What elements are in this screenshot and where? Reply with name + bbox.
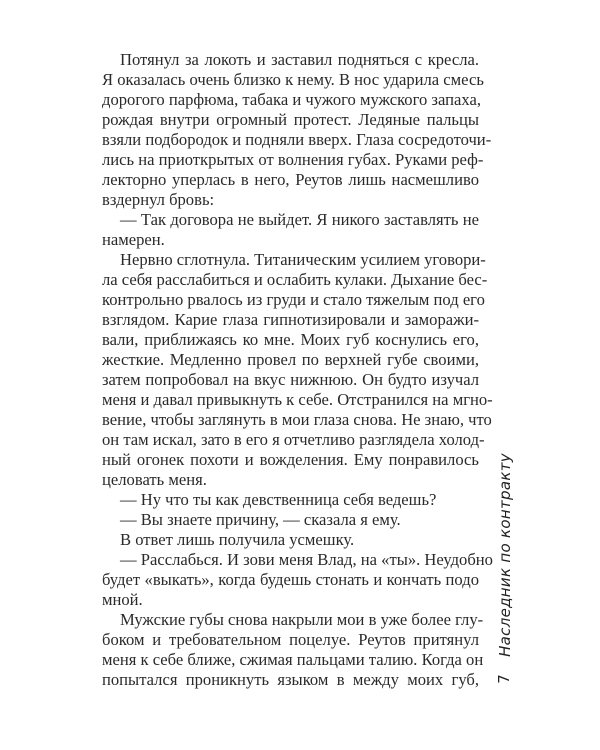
paragraph — [102, 50, 492, 210]
text-line: ный огонек похоти и вожделения. Ему понравилось — [102, 450, 479, 469]
paragraph — [102, 530, 479, 550]
text-line: — Вы знаете причину, — сказала я ему. — [120, 510, 401, 529]
paragraph — [102, 510, 479, 530]
text-line: взяли подбородок и подняли вверх. Глаза сосредоточи- — [102, 130, 492, 149]
text-line: целовать меня. — [102, 470, 207, 489]
text-line: — Ну что ты как девственница себя ведешь? — [120, 490, 437, 509]
text-line: Потянул за локоть и заставил подняться с кресла. — [120, 50, 479, 69]
running-title: Наследник по контракту — [496, 453, 514, 657]
text-line: ла себя расслабиться и ослабить кулаки. Дыхание бес- — [102, 270, 488, 289]
page-number: 7 — [494, 674, 513, 684]
text-line: меня к себе ближе, сжимая пальцами талию. Когда он — [102, 650, 484, 669]
text-line: контрольно рвалось из груди и стало тяжелым под его — [102, 290, 485, 309]
paragraph — [102, 550, 493, 610]
text-line: — Расслабься. И зови меня Влад, на «ты». Неудобно — [120, 550, 493, 569]
text-line: взглядом. Карие глаза гипнотизировали и заморажи- — [102, 310, 479, 329]
text-line: — Так договора не выйдет. Я никого заставлять не — [120, 210, 479, 229]
text-line: Нервно сглотнула. Титаническим усилием уговори- — [120, 250, 486, 269]
paragraph — [102, 490, 479, 510]
text-line: Я оказалась очень близко к нему. В нос ударила смесь — [102, 70, 484, 89]
paragraph — [102, 210, 479, 250]
text-line: В ответ лишь получила усмешку. — [120, 530, 355, 549]
text-line: вали, приближаясь ко мне. Моих губ коснулись его, — [102, 330, 479, 349]
text-line: попытался проникнуть языком в между моих губ, — [102, 670, 479, 689]
text-line: затем попробовал на вкус нижнюю. Он будто изучал — [102, 370, 479, 389]
text-line: мной. — [102, 590, 143, 609]
body-text — [102, 50, 493, 690]
text-line: дорогого парфюма, табака и чужого мужского запаха, — [102, 90, 481, 109]
text-line: жесткие. Медленно провел по верхней губе своими, — [102, 350, 479, 369]
text-line: Мужские губы снова накрыли мои в уже более глу- — [120, 610, 484, 629]
text-line: рождая внутри огромный протест. Ледяные пальцы — [102, 110, 479, 129]
paragraph — [102, 250, 493, 490]
text-line: намерен. — [102, 230, 165, 249]
text-line: лекторно уперлась в него, Реутов лишь насмешливо — [102, 170, 479, 189]
text-line: будет «выкать», когда будешь стонать и кончать подо — [102, 570, 479, 589]
text-line: вздернул бровь: — [102, 190, 215, 209]
text-line: боком и требовательном поцелуе. Реутов притянул — [102, 630, 479, 649]
text-line: лись на приоткрытых от волнения губах. Руками реф- — [102, 150, 484, 169]
text-line: он там искал, зато в его я отчетливо разглядела холод- — [102, 430, 485, 449]
paragraph — [102, 610, 484, 690]
text-line: меня и давал привыкнуть к себе. Отстранился на мгно- — [102, 390, 493, 409]
text-line: вение, чтобы заглянуть в мои глаза снова. Не знаю, что — [102, 410, 492, 429]
